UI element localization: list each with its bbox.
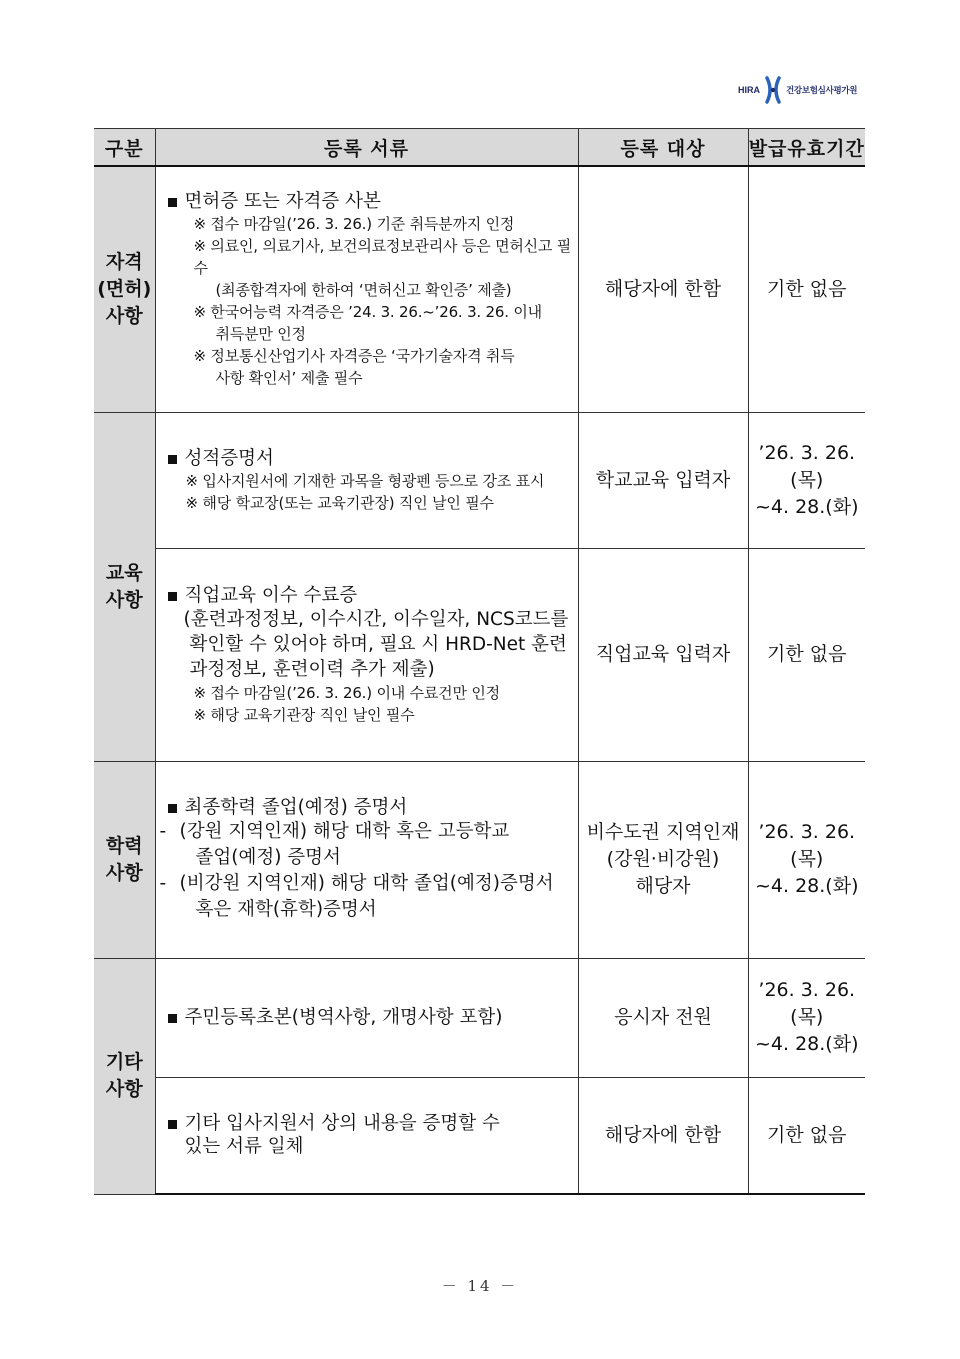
note-line: ※ 접수 마감일(’26. 3. 26.) 이내 수료건만 인정 (193, 683, 500, 702)
description-line: 확인할 수 있어야 하며, 필요 시 HRD-Net 훈련 (189, 633, 567, 655)
document-title-line: 기타 입사지원서 상의 내용을 증명할 수 (184, 1113, 500, 1135)
document-title: 직업교육 이수 수료증 (184, 584, 358, 606)
list-item (166, 584, 574, 607)
table-row (94, 1077, 865, 1194)
table-row (94, 166, 865, 412)
documents-cell (155, 166, 578, 412)
validity-cell: 기한 없음 (748, 548, 865, 761)
category-text: (면허) (97, 277, 152, 300)
table-header-row (94, 129, 865, 167)
category-text: 기타 (105, 1051, 143, 1073)
documents-cell (155, 548, 578, 761)
target-cell: 해당자에 한함 (578, 166, 748, 412)
validity-cell (748, 412, 865, 548)
table-row (94, 412, 865, 548)
dash-item (160, 819, 574, 871)
category-text: 자격 (105, 250, 143, 273)
validity-start: ’26. 3. 26.(목) (758, 979, 856, 1028)
dash-text-continued: 졸업(예정) 증명서 (195, 847, 341, 868)
dash-item (160, 871, 574, 923)
list-item (166, 447, 574, 470)
square-bullet-icon (168, 804, 177, 813)
table-row (94, 548, 865, 761)
validity-cell (748, 958, 865, 1077)
category-text: 사항 (105, 861, 143, 884)
document-title-line: 있는 서류 일체 (184, 1136, 304, 1158)
note-line: ※ 한국어능력 자격증은 ’24. 3. 26.~’26. 3. 26. 이내 (193, 302, 542, 321)
document-title: 최종학력 졸업(예정) 증명서 (184, 797, 408, 818)
column-header-validity: 발급유효기간 (748, 129, 865, 167)
square-bullet-icon (168, 1120, 177, 1129)
dash-text: (강원 지역인재) 해당 대학 혹은 고등학교 (179, 821, 510, 842)
target-line: (강원·비강원) (606, 848, 720, 870)
list-item (166, 1112, 574, 1158)
target-cell (578, 761, 748, 958)
logo-latin: HIRA (738, 85, 760, 95)
category-cell-academic (94, 761, 155, 958)
documents-cell (155, 1077, 578, 1194)
validity-cell (748, 761, 865, 958)
documents-cell (155, 412, 578, 548)
square-bullet-icon (168, 592, 177, 601)
validity-end: ~4. 28.(화) (755, 875, 859, 897)
column-header-target: 등록 대상 (578, 129, 748, 167)
dash-text: (비강원 지역인재) 해당 대학 졸업(예정)증명서 (179, 873, 554, 894)
documents-cell (155, 761, 578, 958)
note-line: ※ 해당 교육기관장 직인 날인 필수 (193, 705, 415, 724)
description (166, 607, 574, 682)
category-cell-qualification (94, 166, 155, 412)
target-line: 해당자 (635, 875, 691, 897)
hira-logo-icon (764, 76, 782, 104)
category-text: 사항 (105, 588, 143, 611)
category-text: 사항 (105, 304, 143, 327)
target-cell: 학교교육 입력자 (578, 412, 748, 548)
notes (166, 470, 574, 514)
category-cell-other (94, 958, 155, 1194)
square-bullet-icon (168, 198, 177, 207)
dash-text-continued: 혹은 재학(휴학)증명서 (195, 899, 377, 920)
document-title: 주민등록초본(병역사항, 개명사항 포함) (184, 1007, 503, 1028)
note-line: ※ 접수 마감일(’26. 3. 26.) 기준 취득분까지 인정 (193, 214, 515, 233)
validity-cell: 기한 없음 (748, 1077, 865, 1194)
category-text: 교육 (105, 561, 143, 584)
validity-start: ’26. 3. 26.(목) (758, 441, 856, 491)
target-line: 비수도권 지역인재 (586, 821, 740, 843)
column-header-category: 구분 (94, 129, 155, 167)
target-cell: 직업교육 입력자 (578, 548, 748, 761)
note-line: ※ 입사지원서에 기재한 과목을 형광펜 등으로 강조 표시 (185, 471, 545, 490)
table-row (94, 958, 865, 1077)
validity-end: ~4. 28.(화) (755, 1033, 859, 1055)
column-header-documents: 등록 서류 (155, 129, 578, 167)
note-line: 취득분만 인정 (215, 324, 306, 343)
note-line: (최종합격자에 한하여 ‘면허신고 확인증’ 제출) (215, 280, 512, 299)
document-registration-table (94, 128, 865, 1195)
square-bullet-icon (168, 1014, 177, 1023)
note-line: ※ 정보통신산업기사 자격증은 ‘국가기술자격 취득 (193, 346, 515, 365)
hira-logo (738, 76, 857, 104)
description-line: (훈련과정정보, 이수시간, 이수일자, NCS코드를 (183, 608, 569, 630)
list-item (166, 190, 574, 213)
target-cell: 해당자에 한함 (578, 1077, 748, 1194)
document-title: 성적증명서 (184, 447, 274, 469)
category-text: 사항 (105, 1078, 143, 1100)
validity-start: ’26. 3. 26.(목) (758, 821, 856, 870)
note-line: 사항 확인서’ 제출 필수 (215, 368, 363, 387)
description-line: 과정정보, 훈련이력 추가 제출) (189, 658, 435, 680)
notes (166, 213, 574, 389)
list-item (166, 1006, 574, 1029)
category-text: 학력 (105, 834, 143, 857)
list-item (160, 796, 574, 819)
document-title (185, 1112, 500, 1158)
note-line: ※ 의료인, 의료기사, 보건의료정보관리사 등은 면허신고 필수 (193, 236, 572, 277)
notes (166, 682, 574, 726)
page-number: － 14 － (441, 1277, 519, 1295)
dash-marker: - (159, 873, 167, 894)
table-row (94, 761, 865, 958)
validity-cell: 기한 없음 (748, 166, 865, 412)
dash-marker: - (159, 821, 167, 842)
documents-cell (155, 958, 578, 1077)
target-cell: 응시자 전원 (578, 958, 748, 1077)
square-bullet-icon (168, 455, 177, 464)
document-title: 면허증 또는 자격증 사본 (184, 190, 381, 212)
logo-org-name: 건강보험심사평가원 (786, 86, 858, 96)
category-cell-education (94, 412, 155, 761)
note-line: ※ 해당 학교장(또는 교육기관장) 직인 날인 필수 (185, 493, 494, 512)
validity-end: ~4. 28.(화) (755, 495, 859, 518)
